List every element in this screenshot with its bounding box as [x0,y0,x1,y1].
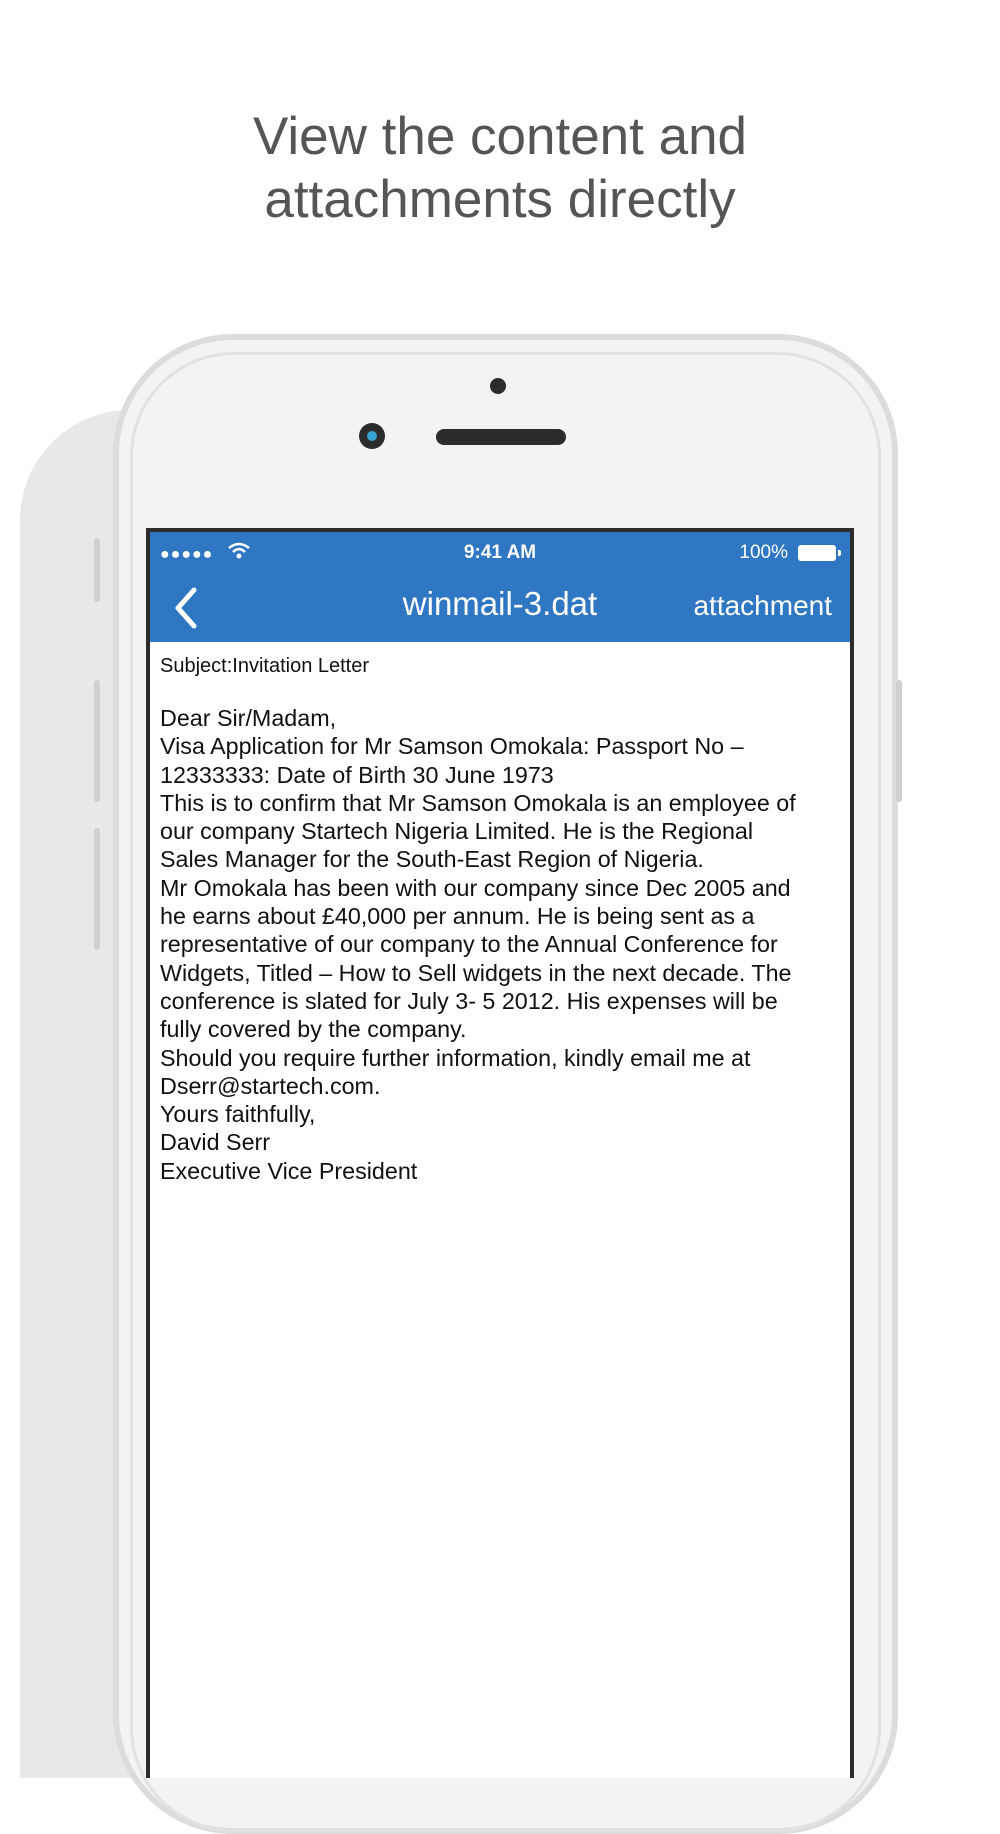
battery-icon [798,545,836,561]
phone-screen [146,528,854,1778]
body-line: conference is slated for July 3- 5 2012. His expenses will be [160,987,778,1014]
battery-percent: 100% [739,542,788,563]
body-line: David Serr [160,1129,271,1156]
file-title: winmail-3.dat [402,585,598,622]
email-link[interactable]: Dserr@startech.com. [160,1072,381,1099]
front-sensor [490,378,506,394]
body-line: Widgets, Titled – How to Sell widgets in the next decade. The [160,959,792,986]
promo-headline [0,105,1000,231]
front-camera [359,423,385,449]
body-line: fully covered by the company. [160,1016,467,1043]
earpiece-speaker [436,429,566,445]
attachment-button[interactable]: attachment [693,590,832,621]
volume-down-button [94,828,100,950]
body-line: he earns about £40,000 per annum. He is being sent as a [160,903,755,930]
body-line: This is to confirm that Mr Samson Omokala is an employee of [160,789,796,816]
ringer-switch [94,538,100,602]
email-subject: Subject:Invitation Letter [160,655,370,677]
email-body [160,704,840,1185]
body-line: Sales Manager for the South-East Region of Nigeria. [160,846,704,873]
status-time: 9:41 AM [463,542,537,563]
navigation-bar [150,532,850,642]
body-line: Mr Omokala has been with our company since Dec 2005 and [160,874,791,901]
volume-up-button [94,680,100,802]
body-line: Visa Application for Mr Samson Omokala: Passport No – [160,733,744,760]
email-content [160,654,840,1185]
body-line: representative of our company to the Annual Conference for [160,931,778,958]
power-button [896,680,902,802]
body-line: Yours faithfully, [160,1101,316,1128]
body-line: Should you require further information, kindly email me at [160,1044,751,1071]
signal-strength: ●●●●● [160,546,214,563]
body-line: Dear Sir/Madam, [160,705,337,731]
headline-line-1: View the content and [252,107,748,166]
headline-line-2: attachments directly [264,170,736,229]
body-line: our company Startech Nigeria Limited. He is the Regional [160,818,754,845]
body-line: 12333333: Date of Birth 30 June 1973 [160,761,554,788]
body-line: Executive Vice President [160,1157,418,1184]
